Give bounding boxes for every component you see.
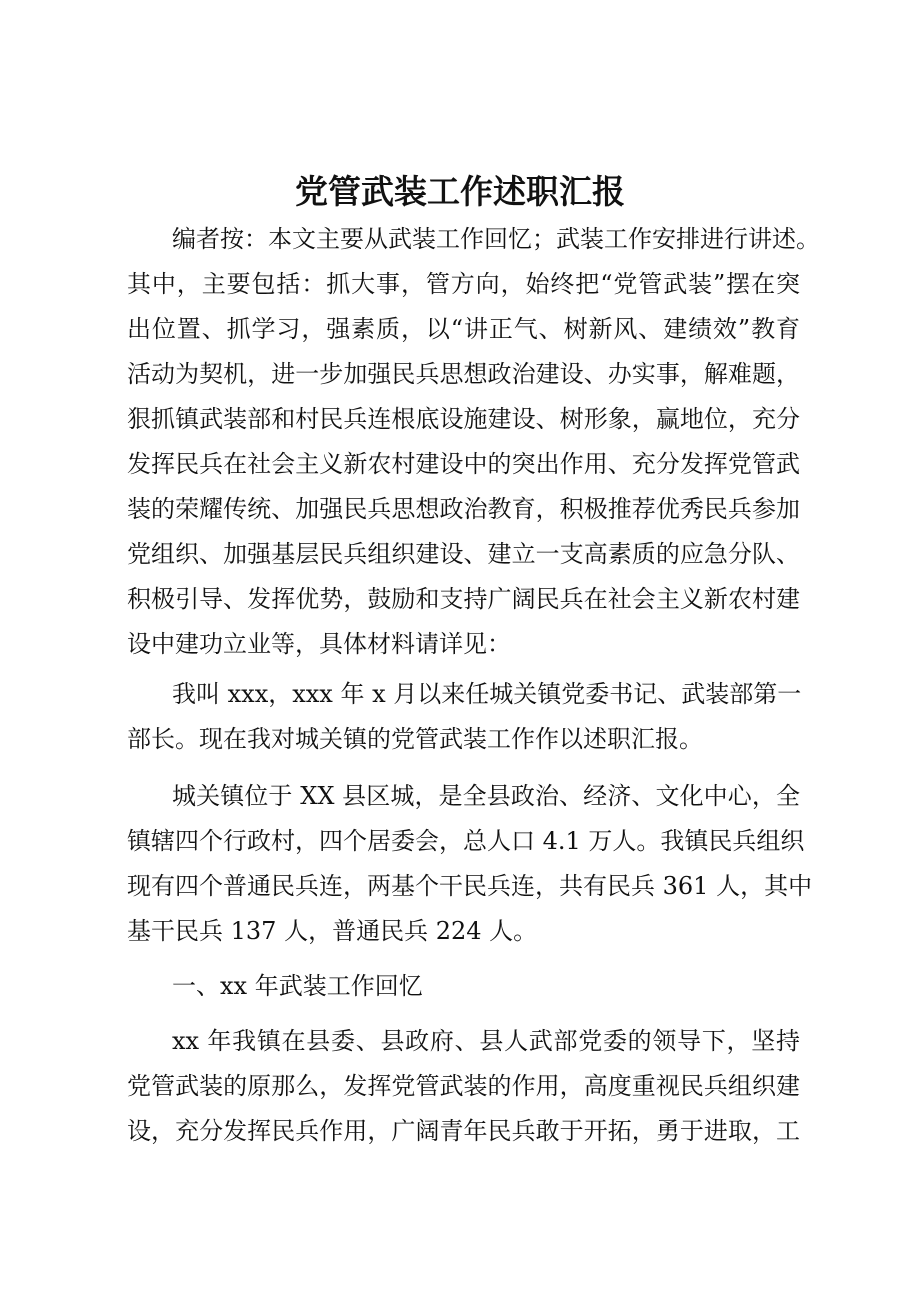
paragraph-line: 党管武装的原那么，发挥党管武装的作用，高度重视民兵组织建: [127, 1072, 800, 1100]
paragraph-line: 我叫 xxx，xxx 年 x 月以来任城关镇党委书记、武装部第一: [172, 680, 802, 708]
paragraph-line: 活动为契机，进一步加强民兵思想政治建设、办实事，解难题，: [127, 360, 800, 388]
paragraph-line: 其中，主要包括：抓大事，管方向，始终把“党管武装”摆在突: [127, 270, 800, 298]
paragraph-line: 发挥民兵在社会主义新农村建设中的突出作用、充分发挥党管武: [127, 450, 800, 478]
paragraph-line: 积极引导、发挥优势，鼓励和支持广阔民兵在社会主义新农村建: [127, 585, 800, 613]
document-title: 党管武装工作述职汇报: [295, 172, 625, 211]
paragraph-line: 设，充分发挥民兵作用，广阔青年民兵敢于开拓，勇于进取，工: [127, 1117, 800, 1145]
paragraph-line: xx 年我镇在县委、县政府、县人武部党委的领导下，坚持: [172, 1027, 800, 1055]
paragraph-line: 出位置、抓学习，强素质，以“讲正气、树新风、建绩效”教育: [127, 315, 800, 343]
paragraph-line: 装的荣耀传统、加强民兵思想政治教育，积极推荐优秀民兵参加: [127, 495, 800, 523]
section-heading: 一、xx 年武装工作回忆: [172, 972, 423, 1000]
paragraph-line: 基干民兵 137 人，普通民兵 224 人。: [127, 917, 538, 945]
paragraph-line: 编者按：本文主要从武装工作回忆；武装工作安排进行讲述。: [172, 225, 820, 253]
paragraph-line: 狠抓镇武装部和村民兵连根底设施建设、树形象，赢地位，充分: [127, 405, 800, 433]
paragraph-line: 部长。现在我对城关镇的党管武装工作作以述职汇报。: [127, 725, 703, 753]
paragraph-line: 城关镇位于 XX 县区城，是全县政治、经济、文化中心，全: [172, 782, 800, 810]
paragraph-line: 现有四个普通民兵连，两基个干民兵连，共有民兵 361 人，其中: [127, 872, 813, 900]
paragraph-line: 镇辖四个行政村，四个居委会，总人口 4.1 万人。我镇民兵组织: [127, 827, 805, 855]
paragraph-line: 设中建功立业等，具体材料请详见：: [127, 630, 511, 658]
paragraph-line: 党组织、加强基层民兵组织建设、建立一支高素质的应急分队、: [127, 540, 800, 568]
